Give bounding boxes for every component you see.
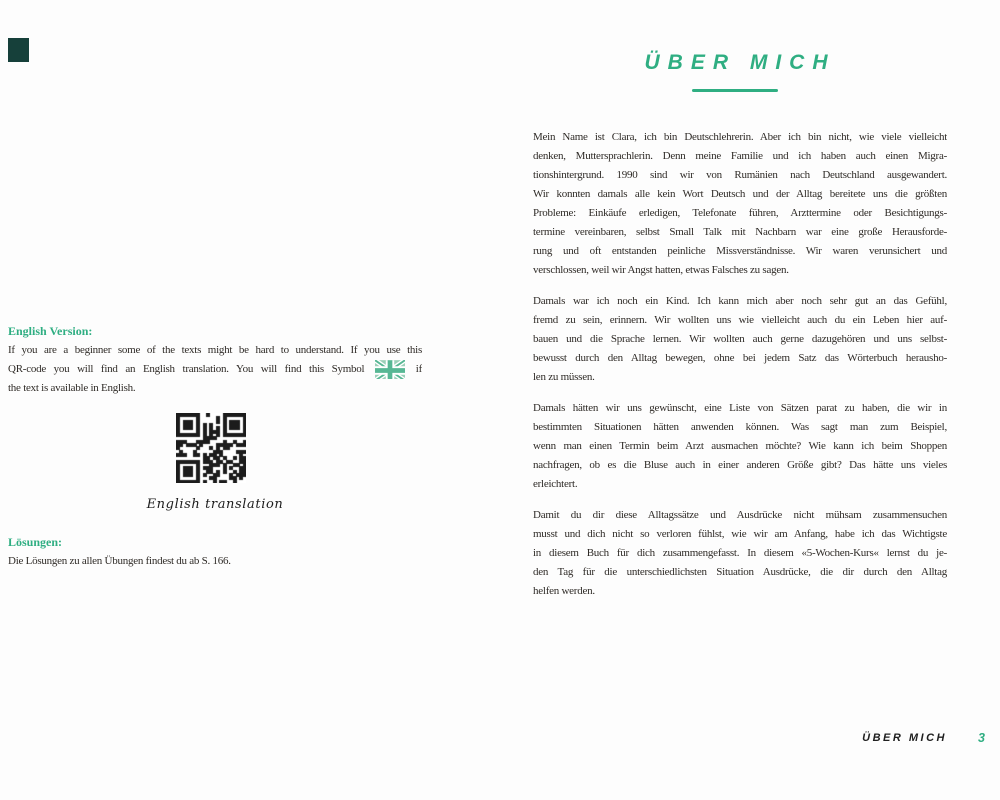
- text-line: bewusst durch den Alltag bewegen, ohne bei jedem Satz das Wörterbuch herausho-: [533, 352, 947, 364]
- solutions-label: Lösungen:: [8, 535, 63, 549]
- footer-chapter-title: ÜBER MICH: [862, 732, 947, 744]
- chapter-body: [533, 128, 947, 613]
- text-line: Wir konnten damals alle kein Wort Deutsch und der Alltag bereitete uns die größten: [533, 188, 947, 200]
- text-line: len zu müssen.: [533, 371, 595, 383]
- page-number: 3: [978, 731, 985, 745]
- text-line-with-flag: [8, 360, 422, 379]
- text-line: nachfragen, ob es die Bluse auch in einer anderen Größe gibt? Das hätte uns vieles: [533, 459, 947, 471]
- text-line: Damit du dir diese Alltagssätze und Ausdrücke nicht mühsam zusammensuchen: [533, 509, 947, 521]
- uk-flag-icon: [375, 360, 405, 379]
- text-line: verschlossen, weil wir Angst hatten, etwas Falsches zu sagen.: [533, 264, 789, 276]
- text-line: den Tag für die unterschiedlichsten Situation Ausdrücke, die dir durch den Alltag: [533, 566, 947, 578]
- text-after-flag: if: [415, 363, 422, 375]
- solutions-section: [8, 533, 422, 571]
- text-line: bestimmten Situationen hätten anwenden können. Was sagt man zum Beispiel,: [533, 421, 947, 433]
- text-line: the text is available in English.: [8, 382, 136, 394]
- chapter-heading: ÜBER MICH: [644, 51, 836, 74]
- text-line: If you are a beginner some of the texts might be hard to understand. If you use this: [8, 344, 422, 356]
- text-line: fremd zu sein, erinnern. Wir wollten uns wie vielleicht auch du ein Leben hier auf-: [533, 314, 947, 326]
- text-line: rung und oft entstanden peinliche Missverständnisse. Wir waren verunsichert und: [533, 245, 947, 257]
- text-line: Probleme: Einkäufe erledigen, Telefonate führen, Arzttermine oder Besichtigungs-: [533, 207, 947, 219]
- heading-underline: [692, 89, 778, 92]
- english-version-section: [8, 322, 422, 398]
- text-line: bauen und die Sprache lernen. Wir wollten auch gerne dazugehören und uns selbst-: [533, 333, 947, 345]
- english-version-label: English Version:: [8, 324, 93, 338]
- text-line: denken, Muttersprachlerin. Denn meine Familie und ich haben auch einen Migra-: [533, 150, 947, 162]
- qr-code: [176, 413, 246, 483]
- text-line: termine vereinbaren, selbst Small Talk mit Nachbarn war eine große Herausforde-: [533, 226, 947, 238]
- text-line: tionshintergrund. 1990 sind wir von Rumänien nach Deutschland ausgewandert.: [533, 169, 947, 181]
- text-line: Damals hätten wir uns gewünscht, eine Liste von Sätzen parat zu haben, die wir in: [533, 402, 947, 414]
- paragraph: [533, 506, 947, 601]
- qr-code-image: [176, 413, 246, 483]
- paragraph: [533, 292, 947, 387]
- text-before-flag: QR-code you will find an English translation. You will find this Symbol: [8, 363, 365, 375]
- text-line: Mein Name ist Clara, ich bin Deutschlehrerin. Aber ich bin nicht, wie viele vielleicht: [533, 131, 947, 143]
- text-line: musst und dich nicht so verloren fühlst, wie wir am Anfang, habe ich das Wichtigste: [533, 528, 947, 540]
- text-line: erleichtert.: [533, 478, 578, 490]
- solutions-text: Die Lösungen zu allen Übungen findest du ab S. 166.: [8, 555, 231, 567]
- qr-caption: English translation: [146, 497, 284, 512]
- text-line: Damals war ich noch ein Kind. Ich kann mich aber noch sehr gut an das Gefühl,: [533, 295, 947, 307]
- chapter-tab-marker: [8, 38, 29, 62]
- text-line: helfen werden.: [533, 585, 595, 597]
- paragraph: [533, 399, 947, 494]
- paragraph: [533, 128, 947, 280]
- text-line: in diesem Buch für dich zusammengefasst. In diesem «5-Wochen-Kurs« lernst du je-: [533, 547, 947, 559]
- text-line: wenn man einen Termin beim Arzt ausmachen möchte? Wie kann ich beim Shoppen: [533, 440, 947, 452]
